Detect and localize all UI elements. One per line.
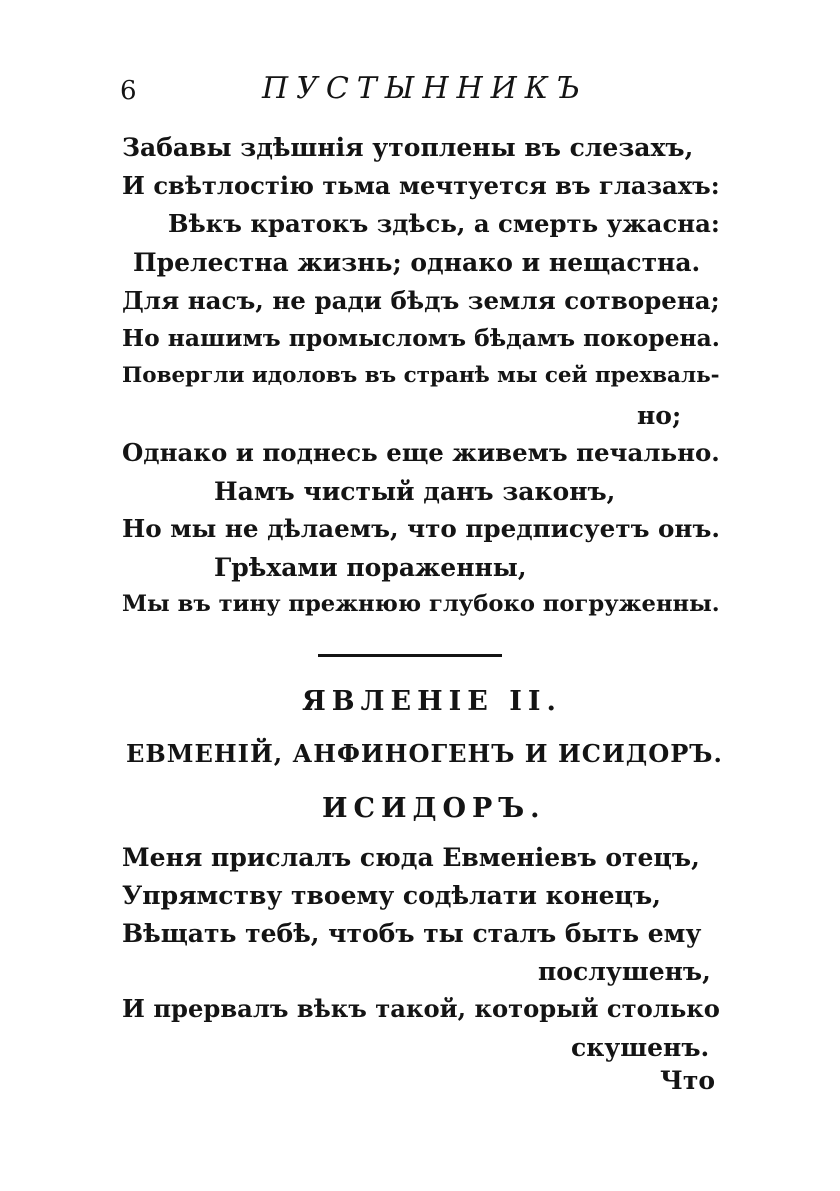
scene-heading: ЯВЛЕНІЕ II. <box>302 686 562 717</box>
verse-line: но; <box>637 401 682 430</box>
speech-line: И прервалъ вѣкъ такой, который столько <box>122 994 720 1023</box>
verse-line: Но мы не дѣлаемъ, что предписуетъ онъ. <box>122 514 720 543</box>
verse-line: И свѣтлостію тьма мечтуется въ глазахъ: <box>122 171 720 200</box>
speech-line: послушенъ, <box>538 957 711 986</box>
verse-line: Мы въ тину прежнюю глубоко погруженны. <box>122 591 720 617</box>
verse-line: Повергли идоловъ въ странѣ мы сей прехваль- <box>122 363 720 388</box>
page-number: 6 <box>120 76 137 106</box>
verse-line: Грѣхами пораженны, <box>214 553 527 582</box>
verse-line: Но нашимъ промысломъ бѣдамъ покорена. <box>122 324 720 352</box>
speech-line: Упрямству твоему содѣлати конецъ, <box>122 881 661 910</box>
scene-characters: ЕВМЕНІЙ, АНФИНОГЕНЪ И ИСИДОРЪ. <box>126 739 723 768</box>
speech-line: Вѣщать тебѣ, чтобъ ты сталъ быть ему <box>122 919 702 948</box>
section-divider <box>318 654 502 657</box>
verse-line: Прелестна жизнь; однако и нещастна. <box>133 248 701 277</box>
verse-line: Для насъ, не ради бѣдъ земля сотворена; <box>122 286 720 315</box>
catchword: Что <box>660 1066 715 1095</box>
speech-line: скушенъ. <box>571 1033 710 1062</box>
verse-line: Однако и поднесь еще живемъ печально. <box>122 438 720 467</box>
speaker-name: ИСИДОРЪ. <box>322 793 546 824</box>
verse-line: Забавы здѣшнія утоплены въ слезахъ, <box>122 133 694 162</box>
running-title: ПУСТЫННИКЪ <box>262 71 588 106</box>
verse-line: Вѣкъ кратокъ здѣсь, а смерть ужасна: <box>168 209 720 238</box>
speech-line: Меня прислалъ сюда Евменіевъ отецъ, <box>122 843 700 872</box>
verse-line: Намъ чистый данъ законъ, <box>214 477 616 506</box>
